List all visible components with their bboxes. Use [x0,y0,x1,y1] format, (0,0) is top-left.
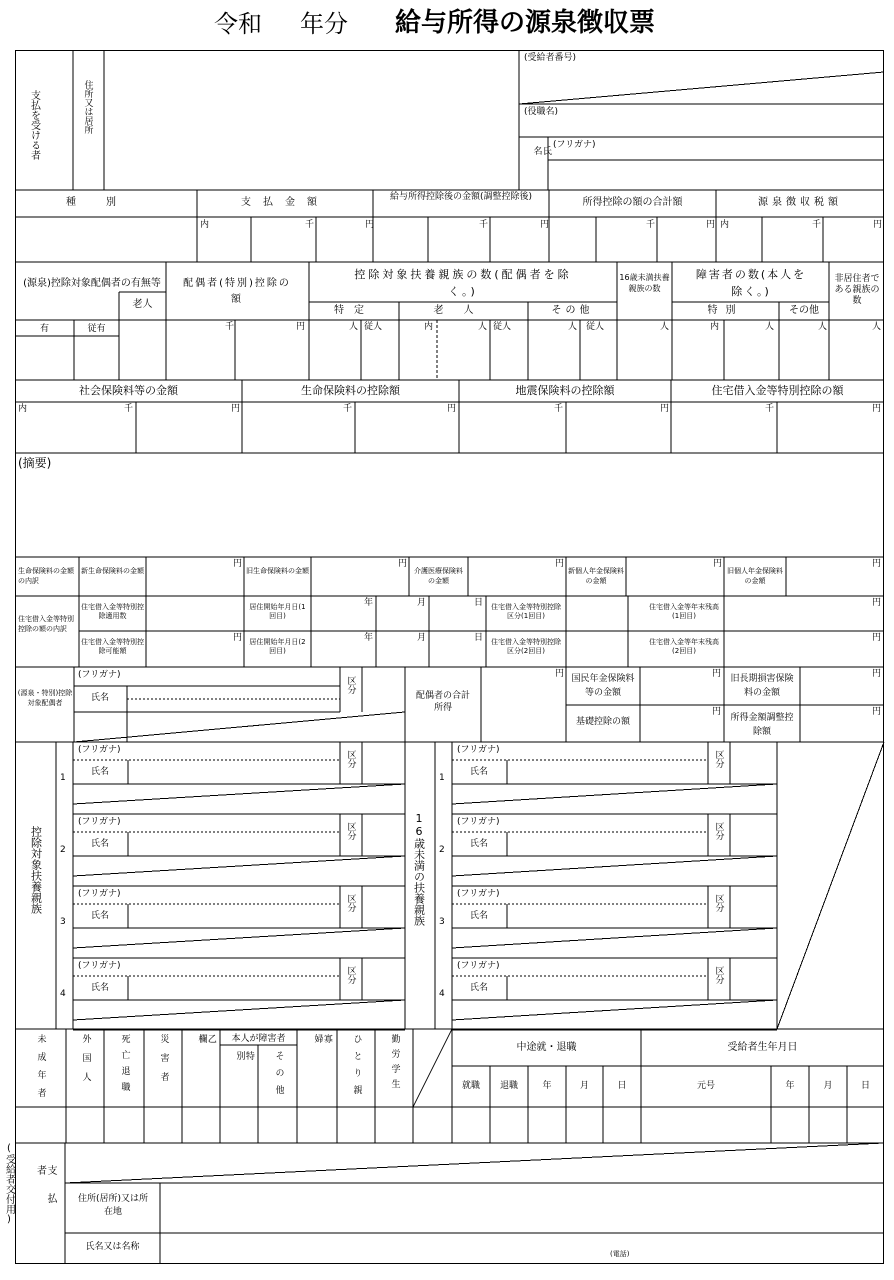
month-col: 月 [579,1081,589,1091]
dependent-left-3-number: 3 [60,917,66,927]
recipient-kana-label: (フリガナ) [553,140,596,150]
disabled-header: 障害者の数(本人を除く。) [695,268,807,298]
inner-mark: 内 [424,322,434,332]
housing-apply-label: 住宅借入金等特別控除適用数 [81,603,144,620]
dependent-left-kubun-label: 区分 [345,894,356,912]
unit-yen: 円 [540,220,550,230]
recipient-name-label: 氏名 [531,146,551,169]
unit-yen: 円 [873,220,883,230]
self-special-label: 特別 [234,1051,254,1088]
dependent-left-4-number: 4 [60,989,66,999]
disaster-label: 災害者 [158,1034,169,1091]
unit-ju: 従人 [493,322,512,332]
life-insurance-header: 生命保険料の控除額 [301,384,400,397]
year-col: 年 [542,1081,552,1091]
dependent-left-kana-label: (フリガナ) [78,817,121,827]
summary-label: (摘要) [18,456,52,470]
header-payment: 支払金額 [241,197,329,208]
spouse-detail-label: (源泉・特別)控除対象配偶者 [17,689,73,707]
header-deduction-total: 所得控除の額の合計額 [582,197,683,208]
elderly-header: 老人 [433,305,494,316]
payer-name-label: 氏名又は名称 [85,1242,140,1252]
unit-nin: 人 [660,322,670,332]
unit-nin: 人 [478,322,488,332]
unit-yen: 円 [713,559,723,569]
specific-header: 特定 [334,305,374,316]
dependent-left-kana-label: (フリガナ) [78,745,121,755]
basic-deduction-label: 基礎控除の額 [575,717,630,727]
spouse-kubun-label: 区分 [345,676,356,694]
spouse-kana-label: (フリガナ) [78,670,121,680]
housing-start1-label: 居住開始年月日(1回目) [249,603,306,620]
dependent-right-name-label: 氏名 [470,839,489,849]
spouse-deduction-header: 配偶者(特別)控除の額 [183,278,291,305]
address-label: 住所又は居所 [82,80,93,134]
inner-mark: 内 [720,220,730,230]
dependent-right-name-label: 氏名 [470,983,489,993]
unit-yen: 円 [872,633,882,643]
housing-cat1-label: 住宅借入金等特別控除区分(1回目) [491,603,561,620]
phone-label: (電話) [610,1250,630,1258]
birth-day-col: 日 [860,1081,870,1091]
housing-bal1-label: 住宅借入金等年末残高(1回目) [649,603,719,620]
working-student-label: 勤労学生 [389,1034,400,1094]
dependent-right-name-label: 氏名 [470,911,489,921]
dependent-left-name-label: 氏名 [91,983,110,993]
unit-yen: 円 [660,404,670,414]
page-title: 給与所得の源泉徴収票 [395,8,656,38]
dependent-right-kubun-label: 区分 [713,750,724,768]
unit-nin: 人 [872,322,882,332]
payer-address-label: 住所(居所)又は所在地 [77,1194,149,1217]
header-type: 種別 [66,197,146,208]
unit-yen: 円 [555,559,565,569]
dependent-left-name-label: 氏名 [91,767,110,777]
title-year-unit: 年分 [300,10,348,38]
dependent-left-1-number: 1 [60,773,66,783]
unit-yen: 円 [872,559,882,569]
header-withholding-tax: 源泉徴収税額 [758,197,842,208]
unit-month: 月 [417,598,427,608]
unit-sen: 千 [124,404,134,414]
dependent-right-kana-label: (フリガナ) [457,889,500,899]
dependent-left-2-number: 2 [60,845,66,855]
life-breakdown-label: 生命保険料の金額の内訳 [18,567,74,585]
unit-yen: 円 [233,633,243,643]
recipient-number-label: (受給者番号) [524,53,577,63]
other-header: その他 [551,305,594,316]
minor-label: 未成年者 [35,1034,46,1106]
hired-label: 就職 [461,1081,480,1091]
dependent-right-kana-label: (フリガナ) [457,817,500,827]
dependent-right-name-label: 氏名 [470,767,489,777]
dependent-left-kubun-label: 区分 [345,750,356,768]
unit-yen: 円 [555,669,565,679]
unit-nin: 人 [818,322,828,332]
position-label: (役職名) [524,107,559,117]
adjustment-label: 所得金額調整控除額 [730,713,794,737]
unit-yen: 円 [712,707,722,717]
housing-cat2-label: 住宅借入金等特別控除区分(2回目) [491,638,561,655]
midyear-label: 中途就・退職 [516,1042,577,1053]
unit-month: 月 [417,633,427,643]
unit-yen: 円 [233,559,243,569]
unit-year: 年 [364,598,374,608]
housing-possible-label: 住宅借入金等特別控除可能額 [81,638,144,655]
dependent-right-2-number: 2 [439,845,445,855]
dependent-left-kubun-label: 区分 [345,966,356,984]
unit-sen: 千 [554,404,564,414]
social-insurance-header: 社会保険料等の金額 [79,384,178,397]
inner-mark: 内 [200,220,210,230]
unit-sen: 千 [305,220,315,230]
unit-nin: 人 [568,322,578,332]
unit-yen: 円 [872,707,882,717]
housing-start2-label: 居住開始年月日(2回目) [249,638,306,655]
unit-yen: 円 [296,322,306,332]
disabled-other-header: その他 [789,305,819,316]
unit-day: 日 [474,633,484,643]
new-pension-label: 新個人年金保険料の金額 [568,567,624,585]
under16-header: 16歳未満扶養親族の数 [619,273,670,293]
unit-yen: 円 [872,669,882,679]
title-era: 令和 [214,10,262,38]
otsu-label: 乙欄 [196,1034,216,1083]
dependent-left-kubun-label: 区分 [345,822,356,840]
housing-breakdown-label: 住宅借入金等特別控除の額の内訳 [18,615,74,633]
self-other-label: その他 [273,1051,284,1102]
retired-label: 退職 [499,1081,518,1091]
unit-yen: 円 [447,404,457,414]
dependent-right-4-number: 4 [439,989,445,999]
dependent-left-kana-label: (フリガナ) [78,961,121,971]
birth-year-col: 年 [785,1081,795,1091]
birth-month-col: 月 [823,1081,833,1091]
housing-loan-header: 住宅借入金等特別控除の額 [711,384,844,397]
earthquake-insurance-header: 地震保険料の控除額 [515,384,615,397]
unit-nin: 人 [349,322,359,332]
dependent-right-kubun-label: 区分 [713,894,724,912]
dependent-left-kana-label: (フリガナ) [78,889,121,899]
unit-sen: 千 [343,404,353,414]
unit-yen: 円 [872,598,882,608]
spouse-name-label: 氏名 [91,693,110,703]
dependent-left-name-label: 氏名 [91,839,110,849]
unit-sen: 千 [765,404,775,414]
unit-yen: 円 [365,220,375,230]
unit-nin: 人 [765,322,775,332]
new-life-label: 新生命保険料の金額 [81,567,144,575]
foreigner-label: 外国人 [80,1034,91,1091]
header-after-deduction: 給与所得控除後の金額(調整控除後) [389,192,533,202]
unit-yen: 円 [712,669,722,679]
dependent-right-1-number: 1 [439,773,445,783]
spouse-yes-label: 有 [39,324,49,334]
inner-mark: 内 [710,322,720,332]
spouse-income-label: 配偶者の合計所得 [415,691,470,713]
spouse-presence-header: (源泉)控除対象配偶者の有無等 [23,278,161,289]
unit-yen: 円 [872,404,882,414]
death-retire-label: 死亡退職 [119,1034,130,1098]
unit-ju: 従人 [586,322,605,332]
era-col: 元号 [696,1081,715,1091]
day-col: 日 [617,1081,627,1091]
inner-mark: 内 [18,404,28,414]
old-pension-label: 旧個人年金保険料の金額 [727,567,783,585]
unit-day: 日 [474,598,484,608]
dependent-left-name-label: 氏名 [91,911,110,921]
payer-label: 支払者 [34,1165,56,1221]
long-term-label: 旧長期損害保険料の金額 [730,674,794,698]
unit-sen: 千 [479,220,489,230]
unit-sen: 千 [646,220,656,230]
unit-sen: 千 [812,220,822,230]
old-life-label: 旧生命保険料の金額 [246,567,309,575]
dependent-right-kana-label: (フリガナ) [457,745,500,755]
spouse-jyu-yes-label: 従有 [87,324,106,334]
pension-label: 国民年金保険料等の金額 [571,674,635,698]
dependent-right-kana-label: (フリガナ) [457,961,500,971]
unit-ju: 従人 [364,322,383,332]
birth-label: 受給者生年月日 [727,1042,798,1053]
housing-bal2-label: 住宅借入金等年末残高(2回目) [649,638,719,655]
special-header: 特別 [707,305,744,316]
recipient-copy-label: (受給者交付用) [3,1143,15,1225]
unit-sen: 千 [225,322,235,332]
medical-label: 介護医療保険料の金額 [414,567,463,585]
recipient-label: 支払を受ける者 [28,90,40,160]
unit-yen: 円 [398,559,408,569]
dependents-left-label: 控除対象扶養親族 [29,826,43,914]
single-parent-label: ひとり親 [351,1034,362,1102]
dependents-right-label: 16歳未満の扶養親族 [412,812,426,926]
nonresident-header: 非居住者である親族の数 [834,274,880,306]
spouse-elderly-header: 老人 [132,299,153,310]
dependents-count-header: 控除対象扶養親族の数(配偶者を除く。) [354,268,572,298]
unit-yen: 円 [231,404,241,414]
unit-year: 年 [364,633,374,643]
dependent-right-kubun-label: 区分 [713,966,724,984]
dependent-right-kubun-label: 区分 [713,822,724,840]
self-disabled-label: 本人が障害者 [231,1034,286,1044]
widow-label: 寡婦 [312,1034,332,1083]
unit-yen: 円 [706,220,716,230]
dependent-right-3-number: 3 [439,917,445,927]
